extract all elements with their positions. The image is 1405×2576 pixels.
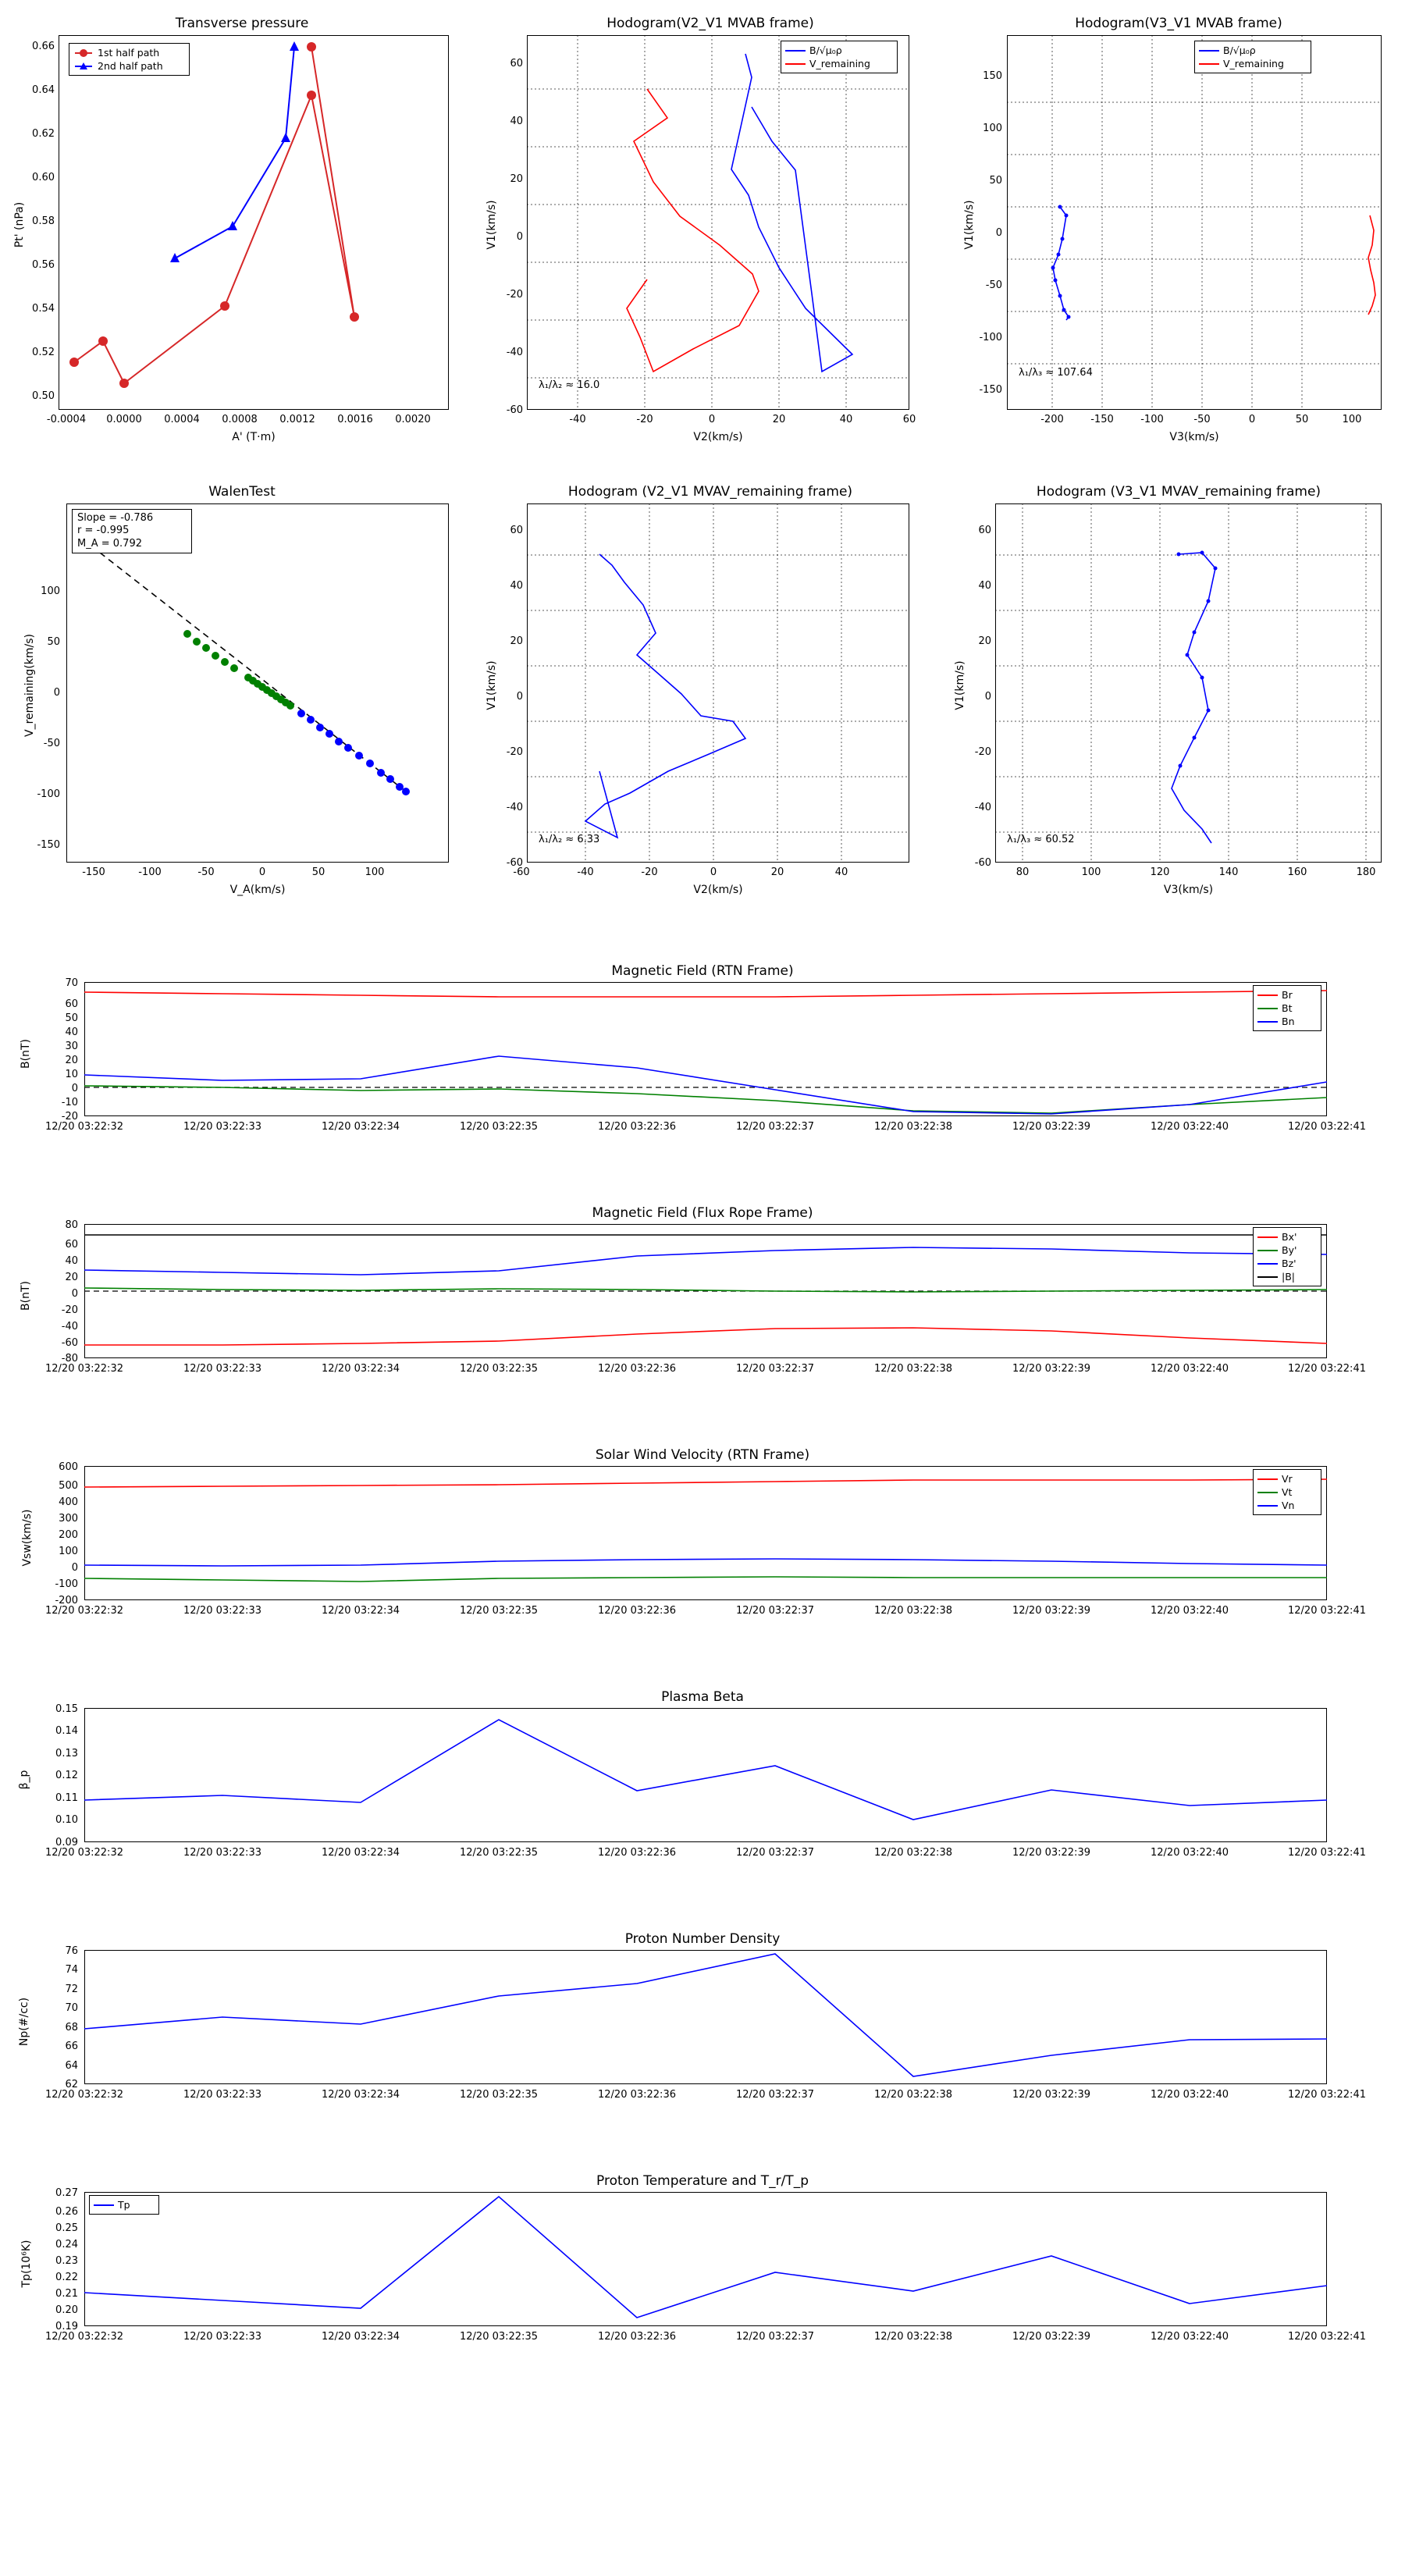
panel-transverse-pressure bbox=[0, 0, 468, 443]
eigenvalue-ratio-annotation: λ₁/λ₃ ≈ 60.52 bbox=[1007, 834, 1075, 845]
time-tick: 12/20 03:22:32 bbox=[45, 2331, 123, 2343]
y-tick: 40 bbox=[510, 580, 523, 592]
y-tick: 60 bbox=[510, 58, 523, 69]
legend-label: V_remaining bbox=[1223, 58, 1284, 69]
y-tick: 100 bbox=[41, 585, 60, 597]
y-tick: 0.25 bbox=[55, 2222, 78, 2234]
y-tick: 20 bbox=[978, 635, 991, 647]
legend-label: Vn bbox=[1282, 1500, 1295, 1511]
legend-label: Tp bbox=[118, 2199, 130, 2211]
legend-label: Vt bbox=[1282, 1486, 1293, 1498]
y-tick: 0.56 bbox=[32, 259, 55, 271]
plot-lines bbox=[0, 1928, 1405, 2131]
legend-line-bz bbox=[1257, 1263, 1278, 1265]
x-tick: -50 bbox=[1193, 414, 1211, 425]
time-tick: 12/20 03:22:34 bbox=[322, 2331, 400, 2343]
time-tick: 12/20 03:22:34 bbox=[322, 1363, 400, 1375]
legend-line-v bbox=[785, 63, 806, 65]
x-tick: 0.0016 bbox=[337, 414, 373, 425]
time-tick: 12/20 03:22:36 bbox=[598, 1847, 676, 1859]
legend bbox=[1194, 41, 1311, 73]
y-axis-label: V1(km/s) bbox=[486, 200, 498, 250]
time-tick: 12/20 03:22:39 bbox=[1012, 1847, 1090, 1859]
y-tick: 50 bbox=[989, 175, 1002, 187]
time-tick: 12/20 03:22:36 bbox=[598, 1121, 676, 1133]
y-tick: 300 bbox=[59, 1513, 78, 1525]
x-tick: -150 bbox=[82, 866, 105, 878]
time-tick: 12/20 03:22:40 bbox=[1151, 1121, 1229, 1133]
time-tick: 12/20 03:22:39 bbox=[1012, 1363, 1090, 1375]
walen-slope: Slope = -0.786 bbox=[77, 512, 154, 524]
y-axis-label: V_remaining(km/s) bbox=[23, 634, 36, 737]
x-tick: 0.0020 bbox=[395, 414, 431, 425]
y-tick: 0.10 bbox=[55, 1814, 78, 1826]
y-axis-label: Pt' (nPa) bbox=[13, 201, 26, 248]
y-tick: -100 bbox=[55, 1578, 78, 1590]
y-tick: 0.22 bbox=[55, 2272, 78, 2283]
time-tick: 12/20 03:22:33 bbox=[183, 2089, 261, 2101]
y-tick: 0.20 bbox=[55, 2304, 78, 2316]
legend-line-bt bbox=[1257, 1008, 1278, 1009]
legend-marker-triangle bbox=[73, 62, 94, 71]
time-tick: 12/20 03:22:36 bbox=[598, 1363, 676, 1375]
y-tick: 30 bbox=[65, 1041, 78, 1052]
y-tick: 0 bbox=[516, 691, 523, 703]
x-tick: 0 bbox=[708, 414, 716, 425]
y-tick: 0 bbox=[516, 231, 523, 243]
y-tick: 0 bbox=[995, 227, 1002, 239]
legend-line-vn bbox=[1257, 1505, 1278, 1507]
time-tick: 12/20 03:22:35 bbox=[460, 1363, 538, 1375]
legend bbox=[1253, 1227, 1321, 1286]
time-tick: 12/20 03:22:35 bbox=[460, 1605, 538, 1617]
time-tick: 12/20 03:22:40 bbox=[1151, 1363, 1229, 1375]
y-tick: 0.24 bbox=[55, 2239, 78, 2250]
x-tick: 0.0004 bbox=[164, 414, 200, 425]
time-tick: 12/20 03:22:40 bbox=[1151, 1605, 1229, 1617]
time-tick: 12/20 03:22:38 bbox=[874, 2331, 952, 2343]
y-tick: 68 bbox=[65, 2022, 78, 2033]
time-tick: 12/20 03:22:37 bbox=[736, 1605, 814, 1617]
time-tick: 12/20 03:22:36 bbox=[598, 2089, 676, 2101]
y-tick: 0.60 bbox=[32, 172, 55, 183]
legend-label: 2nd half path bbox=[98, 60, 163, 72]
time-tick: 12/20 03:22:37 bbox=[736, 2331, 814, 2343]
y-tick: -20 bbox=[974, 746, 991, 758]
plot-lines bbox=[0, 1202, 1405, 1405]
panel-title: Hodogram (V2_V1 MVAV_remaining frame) bbox=[567, 484, 853, 500]
legend-label: |B| bbox=[1282, 1271, 1295, 1283]
x-tick: -20 bbox=[641, 866, 658, 878]
y-tick: 0 bbox=[71, 1083, 78, 1094]
eigenvalue-ratio-annotation: λ₁/λ₂ ≈ 16.0 bbox=[539, 379, 600, 391]
x-axis-label: A' (T·m) bbox=[232, 431, 276, 443]
y-tick: 60 bbox=[510, 525, 523, 536]
panel-vsw-rtn bbox=[0, 1444, 1405, 1647]
x-axis-label: V2(km/s) bbox=[693, 884, 743, 896]
y-tick: -200 bbox=[55, 1595, 78, 1606]
x-tick: 50 bbox=[311, 866, 325, 878]
y-tick: -100 bbox=[37, 788, 60, 800]
x-tick: -50 bbox=[197, 866, 215, 878]
y-axis-label: V1(km/s) bbox=[954, 660, 966, 710]
y-tick: 0.64 bbox=[32, 84, 55, 96]
legend-line-b bbox=[785, 50, 806, 52]
time-tick: 12/20 03:22:32 bbox=[45, 2089, 123, 2101]
x-tick: -60 bbox=[513, 866, 530, 878]
legend-label: Bz' bbox=[1282, 1258, 1297, 1269]
y-tick: -150 bbox=[37, 839, 60, 851]
y-axis-label: Vsw(km/s) bbox=[21, 1509, 34, 1567]
time-tick: 12/20 03:22:33 bbox=[183, 1121, 261, 1133]
y-tick: 80 bbox=[65, 1219, 78, 1231]
x-tick: 40 bbox=[839, 414, 853, 425]
y-tick: -50 bbox=[43, 738, 60, 749]
y-axis-label: V1(km/s) bbox=[963, 200, 976, 250]
y-tick: 0.50 bbox=[32, 390, 55, 402]
legend-marker-circle bbox=[73, 48, 94, 58]
time-tick: 12/20 03:22:40 bbox=[1151, 1847, 1229, 1859]
y-tick: -10 bbox=[61, 1097, 78, 1108]
time-tick: 12/20 03:22:35 bbox=[460, 2331, 538, 2343]
panel-tp bbox=[0, 2170, 1405, 2381]
y-tick: 600 bbox=[59, 1461, 78, 1473]
panel-title: Proton Number Density bbox=[624, 1931, 781, 1947]
y-tick: 0.12 bbox=[55, 1770, 78, 1781]
legend-line-bmag bbox=[1257, 1276, 1278, 1278]
walen-ma: M_A = 0.792 bbox=[77, 537, 142, 550]
y-tick: 40 bbox=[65, 1026, 78, 1038]
y-tick: 50 bbox=[47, 636, 60, 648]
panel-np bbox=[0, 1928, 1405, 2131]
y-tick: 500 bbox=[59, 1480, 78, 1492]
y-tick: 50 bbox=[65, 1012, 78, 1024]
legend-label: B/√μ₀ρ bbox=[1223, 44, 1256, 56]
time-tick: 12/20 03:22:34 bbox=[322, 1847, 400, 1859]
y-tick: 0.14 bbox=[55, 1725, 78, 1737]
y-tick: 62 bbox=[65, 2079, 78, 2090]
time-tick: 12/20 03:22:34 bbox=[322, 1121, 400, 1133]
legend-line-by bbox=[1257, 1250, 1278, 1251]
time-tick: 12/20 03:22:34 bbox=[322, 1605, 400, 1617]
y-tick: -60 bbox=[506, 404, 523, 416]
time-tick: 12/20 03:22:38 bbox=[874, 1363, 952, 1375]
x-axis-label: V2(km/s) bbox=[693, 431, 743, 443]
y-tick: 150 bbox=[983, 70, 1002, 82]
x-tick: 20 bbox=[772, 414, 786, 425]
y-tick: 0.19 bbox=[55, 2321, 78, 2332]
y-tick: 0.66 bbox=[32, 41, 55, 52]
x-tick: 140 bbox=[1218, 866, 1239, 878]
time-tick: 12/20 03:22:34 bbox=[322, 2089, 400, 2101]
time-tick: 12/20 03:22:33 bbox=[183, 1847, 261, 1859]
legend-line-vr bbox=[1257, 1478, 1278, 1480]
panel-hodogram-v2v1-mvab bbox=[468, 0, 937, 443]
y-axis-label: Np(#/cc) bbox=[18, 1997, 30, 2047]
y-tick: 40 bbox=[65, 1255, 78, 1267]
x-axis-label: V3(km/s) bbox=[1163, 884, 1214, 896]
y-tick: 0.13 bbox=[55, 1748, 78, 1759]
plot-lines bbox=[937, 0, 1405, 437]
legend bbox=[89, 2195, 159, 2215]
panel-title: Proton Temperature and T_r/T_p bbox=[596, 2173, 809, 2189]
panel-title: WalenTest bbox=[208, 484, 276, 500]
y-tick: -80 bbox=[61, 1353, 78, 1364]
legend-label: V_remaining bbox=[809, 58, 870, 69]
panel-b-fluxrope bbox=[0, 1202, 1405, 1405]
y-tick: -40 bbox=[506, 802, 523, 813]
y-tick: 66 bbox=[65, 2041, 78, 2052]
y-tick: -60 bbox=[974, 857, 991, 869]
x-axis-label: V3(km/s) bbox=[1169, 431, 1219, 443]
time-tick: 12/20 03:22:37 bbox=[736, 1121, 814, 1133]
y-tick: 10 bbox=[65, 1069, 78, 1080]
time-tick: 12/20 03:22:37 bbox=[736, 2089, 814, 2101]
eigenvalue-ratio-annotation: λ₁/λ₂ ≈ 6.33 bbox=[539, 834, 600, 845]
y-tick: 0 bbox=[71, 1562, 78, 1574]
legend-line-tp bbox=[94, 2204, 114, 2206]
time-tick: 12/20 03:22:41 bbox=[1288, 2089, 1366, 2101]
x-tick: 100 bbox=[1342, 414, 1362, 425]
y-tick: 0.52 bbox=[32, 347, 55, 358]
panel-hodogram-v3v1-mvav bbox=[937, 468, 1405, 906]
time-tick: 12/20 03:22:40 bbox=[1151, 2089, 1229, 2101]
time-tick: 12/20 03:22:32 bbox=[45, 1121, 123, 1133]
time-tick: 12/20 03:22:41 bbox=[1288, 2331, 1366, 2343]
y-axis-label: B(nT) bbox=[20, 1281, 32, 1311]
x-tick: 0 bbox=[1248, 414, 1256, 425]
x-tick: 120 bbox=[1150, 866, 1170, 878]
time-tick: 12/20 03:22:39 bbox=[1012, 1605, 1090, 1617]
plot-lines bbox=[0, 2170, 1405, 2381]
y-tick: -40 bbox=[61, 1321, 78, 1332]
x-tick: -40 bbox=[577, 866, 594, 878]
y-tick: -20 bbox=[61, 1111, 78, 1123]
x-tick: 20 bbox=[770, 866, 784, 878]
time-tick: 12/20 03:22:32 bbox=[45, 1847, 123, 1859]
y-tick: 74 bbox=[65, 1964, 78, 1976]
y-tick: 0.54 bbox=[32, 303, 55, 315]
legend-line-v bbox=[1199, 63, 1219, 65]
y-tick: 0 bbox=[71, 1288, 78, 1300]
x-tick: -100 bbox=[138, 866, 162, 878]
legend-label: By' bbox=[1282, 1244, 1297, 1256]
legend bbox=[69, 43, 190, 76]
y-tick: 60 bbox=[65, 1239, 78, 1251]
time-tick: 12/20 03:22:38 bbox=[874, 2089, 952, 2101]
x-tick: 160 bbox=[1287, 866, 1307, 878]
x-tick: -40 bbox=[569, 414, 586, 425]
x-tick: -0.0004 bbox=[46, 414, 87, 425]
time-tick: 12/20 03:22:38 bbox=[874, 1605, 952, 1617]
y-tick: 0.26 bbox=[55, 2206, 78, 2218]
legend-label: 1st half path bbox=[98, 47, 160, 59]
walen-r: r = -0.995 bbox=[77, 525, 130, 537]
y-tick: 20 bbox=[65, 1272, 78, 1283]
panel-title: Magnetic Field (RTN Frame) bbox=[611, 963, 794, 979]
y-tick: -40 bbox=[974, 802, 991, 813]
y-tick: 60 bbox=[978, 525, 991, 536]
y-tick: -20 bbox=[506, 289, 523, 301]
panel-hodogram-v3v1-mvab bbox=[937, 0, 1405, 443]
panel-title: Hodogram (V3_V1 MVAV_remaining frame) bbox=[1036, 484, 1321, 500]
x-tick: 40 bbox=[834, 866, 848, 878]
y-axis-label: V1(km/s) bbox=[486, 660, 498, 710]
y-tick: 0.27 bbox=[55, 2187, 78, 2199]
legend-label: Bn bbox=[1282, 1016, 1295, 1027]
y-tick: 100 bbox=[59, 1546, 78, 1557]
x-axis-label: V_A(km/s) bbox=[229, 884, 286, 896]
time-tick: 12/20 03:22:36 bbox=[598, 1605, 676, 1617]
time-tick: 12/20 03:22:36 bbox=[598, 2331, 676, 2343]
x-tick: 0 bbox=[710, 866, 717, 878]
plot-lines bbox=[0, 468, 468, 906]
time-tick: 12/20 03:22:41 bbox=[1288, 1363, 1366, 1375]
x-tick: 100 bbox=[365, 866, 385, 878]
y-tick: 20 bbox=[65, 1055, 78, 1066]
x-tick: 80 bbox=[1016, 866, 1030, 878]
y-tick: 40 bbox=[510, 116, 523, 127]
y-axis-label: B(nT) bbox=[20, 1039, 32, 1069]
x-tick: -200 bbox=[1040, 414, 1064, 425]
time-tick: 12/20 03:22:38 bbox=[874, 1121, 952, 1133]
x-tick: 180 bbox=[1356, 866, 1376, 878]
time-tick: 12/20 03:22:37 bbox=[736, 1363, 814, 1375]
plot-lines bbox=[0, 1686, 1405, 1889]
y-tick: 0.62 bbox=[32, 128, 55, 140]
y-axis-label: Tp(10⁶K) bbox=[20, 2240, 33, 2288]
x-tick: 60 bbox=[902, 414, 916, 425]
eigenvalue-ratio-annotation: λ₁/λ₃ ≈ 107.64 bbox=[1019, 367, 1093, 379]
legend bbox=[1253, 985, 1321, 1031]
y-tick: -20 bbox=[506, 746, 523, 758]
y-tick: -100 bbox=[979, 332, 1002, 343]
plot-lines bbox=[0, 960, 1405, 1163]
time-tick: 12/20 03:22:41 bbox=[1288, 1847, 1366, 1859]
panel-plasma-beta bbox=[0, 1686, 1405, 1889]
time-tick: 12/20 03:22:37 bbox=[736, 1847, 814, 1859]
plot-lines bbox=[0, 1444, 1405, 1647]
y-tick: 0.11 bbox=[55, 1792, 78, 1804]
time-tick: 12/20 03:22:32 bbox=[45, 1363, 123, 1375]
y-tick: 70 bbox=[65, 2002, 78, 2014]
time-tick: 12/20 03:22:33 bbox=[183, 1363, 261, 1375]
legend-label: B/√μ₀ρ bbox=[809, 44, 842, 56]
time-tick: 12/20 03:22:38 bbox=[874, 1847, 952, 1859]
legend bbox=[1253, 1469, 1321, 1515]
x-tick: -20 bbox=[636, 414, 653, 425]
y-tick: -150 bbox=[979, 384, 1002, 396]
y-tick: 72 bbox=[65, 1984, 78, 1995]
time-tick: 12/20 03:22:39 bbox=[1012, 2331, 1090, 2343]
panel-walen-test bbox=[0, 468, 468, 906]
legend-label: Vr bbox=[1282, 1473, 1293, 1485]
x-tick: 0.0000 bbox=[106, 414, 142, 425]
y-tick: 20 bbox=[510, 173, 523, 185]
y-tick: -60 bbox=[61, 1337, 78, 1349]
x-tick: 0.0012 bbox=[279, 414, 315, 425]
y-tick: 64 bbox=[65, 2060, 78, 2072]
y-tick: 100 bbox=[983, 123, 1002, 134]
time-tick: 12/20 03:22:33 bbox=[183, 1605, 261, 1617]
y-tick: 400 bbox=[59, 1496, 78, 1508]
x-tick: 100 bbox=[1081, 866, 1101, 878]
panel-hodogram-v2v1-mvav bbox=[468, 468, 937, 906]
y-tick: 0 bbox=[53, 687, 60, 699]
time-tick: 12/20 03:22:41 bbox=[1288, 1121, 1366, 1133]
time-tick: 12/20 03:22:41 bbox=[1288, 1605, 1366, 1617]
y-tick: 0.21 bbox=[55, 2288, 78, 2300]
legend-label: Bx' bbox=[1282, 1231, 1297, 1243]
y-tick: 0.23 bbox=[55, 2255, 78, 2267]
y-tick: -50 bbox=[985, 279, 1002, 291]
legend-line-br bbox=[1257, 994, 1278, 996]
y-tick: -60 bbox=[506, 857, 523, 869]
y-tick: 20 bbox=[510, 635, 523, 647]
panel-title: Hodogram(V3_V1 MVAB frame) bbox=[1075, 16, 1282, 31]
legend-label: Br bbox=[1282, 989, 1293, 1001]
legend-line-bx bbox=[1257, 1236, 1278, 1238]
y-tick: 0 bbox=[984, 691, 991, 703]
time-tick: 12/20 03:22:39 bbox=[1012, 1121, 1090, 1133]
time-tick: 12/20 03:22:39 bbox=[1012, 2089, 1090, 2101]
y-tick: 0.09 bbox=[55, 1837, 78, 1848]
y-tick: 70 bbox=[65, 977, 78, 989]
legend-line-b bbox=[1199, 50, 1219, 52]
legend-line-bn bbox=[1257, 1021, 1278, 1023]
walen-fit-info bbox=[72, 509, 192, 553]
time-tick: 12/20 03:22:40 bbox=[1151, 2331, 1229, 2343]
panel-title: Magnetic Field (Flux Rope Frame) bbox=[592, 1205, 813, 1221]
time-tick: 12/20 03:22:35 bbox=[460, 1847, 538, 1859]
y-tick: 0.58 bbox=[32, 215, 55, 227]
x-tick: 0.0008 bbox=[222, 414, 258, 425]
y-tick: 40 bbox=[978, 580, 991, 592]
time-tick: 12/20 03:22:33 bbox=[183, 2331, 261, 2343]
x-tick: -100 bbox=[1140, 414, 1164, 425]
x-tick: -150 bbox=[1090, 414, 1114, 425]
panel-b-rtn bbox=[0, 960, 1405, 1163]
time-tick: 12/20 03:22:32 bbox=[45, 1605, 123, 1617]
legend-line-vt bbox=[1257, 1492, 1278, 1493]
panel-title: Plasma Beta bbox=[661, 1689, 744, 1705]
panel-title: Transverse pressure bbox=[175, 16, 309, 31]
y-tick: -20 bbox=[61, 1304, 78, 1316]
x-tick: 0 bbox=[258, 866, 266, 878]
y-tick: -40 bbox=[506, 347, 523, 358]
x-tick: 50 bbox=[1295, 414, 1309, 425]
panel-title: Solar Wind Velocity (RTN Frame) bbox=[595, 1447, 810, 1463]
time-tick: 12/20 03:22:35 bbox=[460, 2089, 538, 2101]
y-tick: 76 bbox=[65, 1945, 78, 1957]
panel-title: Hodogram(V2_V1 MVAB frame) bbox=[606, 16, 814, 31]
time-tick: 12/20 03:22:35 bbox=[460, 1121, 538, 1133]
y-tick: 200 bbox=[59, 1529, 78, 1541]
y-axis-label: β_p bbox=[18, 1770, 30, 1790]
y-tick: 0.15 bbox=[55, 1703, 78, 1715]
legend-label: Bt bbox=[1282, 1002, 1293, 1014]
y-tick: 60 bbox=[65, 998, 78, 1010]
legend bbox=[781, 41, 898, 73]
